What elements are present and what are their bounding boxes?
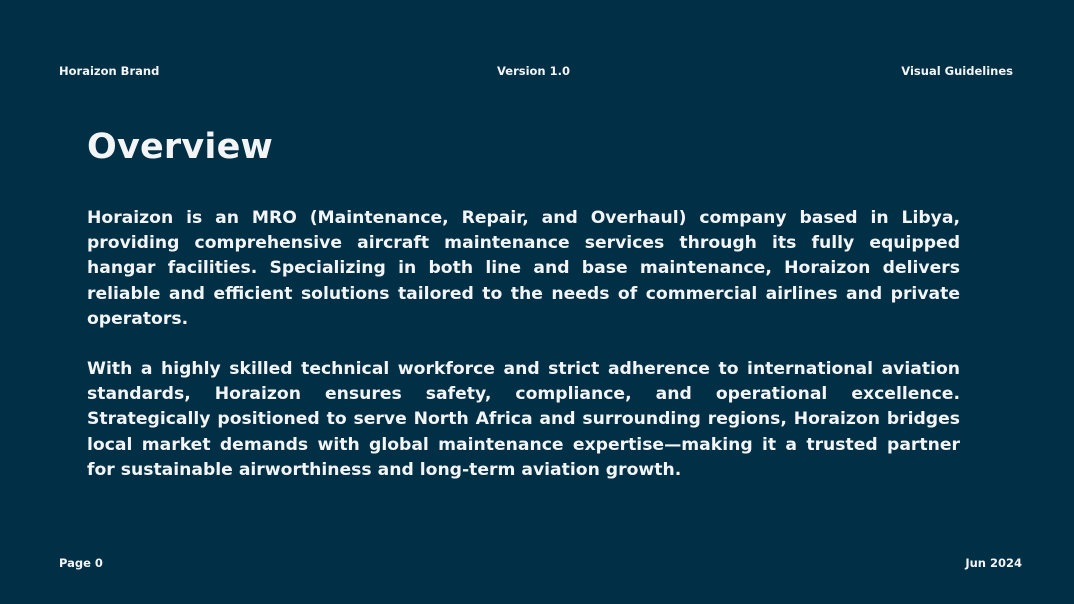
overview-paragraph-1: Horaizon is an MRO (Maintenance, Repair, and Overhaul) company based in Libya, providing comprehensive aircraft maintenance services through its fully equipped hangar facilities. Specializing in both line and base maintenance, Horaizon delivers reliable and efficient solutions tailored to the needs of commercial airlines and private operators. xyxy=(87,208,960,329)
date-label: Jun 2024 xyxy=(965,556,1022,570)
version-label: Version 1.0 xyxy=(497,64,570,78)
overview-body xyxy=(87,206,960,508)
section-label: Visual Guidelines xyxy=(901,64,1013,78)
page-title: Overview xyxy=(87,127,274,167)
page-number: Page 0 xyxy=(59,556,103,570)
overview-paragraph-2: With a highly skilled technical workforce and strict adherence to international aviation standards, Horaizon ensures safety, compliance, and operational excellence. Strategically positioned to serve North Africa and surrounding regions, Horaizon bridges local market demands with global maintenance expertise—making it a trusted partner for sustainable airworthiness and long-term aviation growth. xyxy=(87,359,960,480)
brand-label: Horaizon Brand xyxy=(59,64,160,78)
